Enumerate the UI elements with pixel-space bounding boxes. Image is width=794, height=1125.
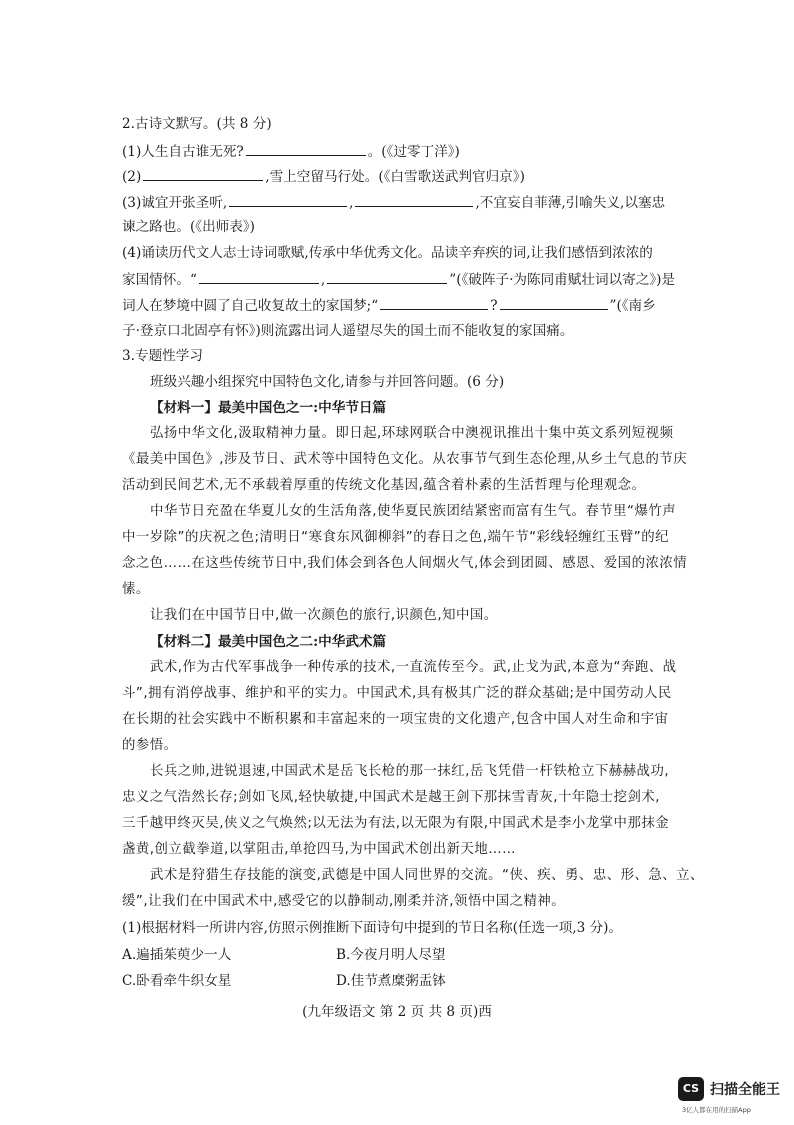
material-1-text: 《最美中国色》,涉及节日、武术等中国特色文化。从农事节气到生态伦理,从乡土气息的节庆	[122, 452, 688, 467]
q2-item-3: (3)诚宜开张圣听, , ,不宜妄自菲薄,引喻失义,以塞忠	[122, 195, 666, 211]
watermark-app-name: 扫描全能王	[710, 1082, 780, 1098]
scanner-watermark	[678, 1075, 788, 1115]
material-1-text: 中华节日充盈在华夏儿女的生活角落,使华夏民族团结紧密而富有生气。春节里“爆竹声	[150, 504, 677, 519]
q2-item-4-line2: 家国情怀。“ , ”(《破阵子·为陈同甫赋壮词以寄之》)是	[122, 272, 676, 288]
material-2-text: 武术,作为古代军事战争一种传承的技术,一直流传至今。武,止戈为武,本意为“奔跑、战	[150, 660, 677, 675]
option-d: D.佳节煮糜粥盂钵	[336, 973, 446, 989]
material-1-title: 【材料一】最美中国色之一:中华节日篇	[150, 400, 387, 416]
material-2-text: 忠义之气浩然长存;剑如飞凤,轻快敏捷,中国武术是越王剑下那抹雪青灰,十年隐士挖剑术,	[122, 790, 660, 805]
material-1-text: 活动到民间艺术,无不承载着厚重的传统文化基因,蕴含着朴素的生活哲理与伦理观念。	[122, 478, 646, 493]
q2-item-4-line3: 词人在梦境中圆了自己收复故土的家国梦;“ ? ”(《南乡	[122, 298, 656, 314]
material-1-text: 弘扬中华文化,汲取精神力量。即日起,环球网联合中澳视讯推出十集中英文系列短视频	[150, 426, 674, 441]
q2-item-4-line4: 子·登京口北固亭有怀》)则流露出词人遥望尽失的国土而不能收复的家国痛。	[122, 323, 574, 339]
material-1-text: 中一岁除”的庆祝之色;清明日“寒食东风御柳斜”的春日之色,端午节“彩线轻缠红玉臂”的纪	[122, 530, 670, 545]
option-a: A.遍插茱萸少一人	[122, 947, 232, 963]
q2-item-1: (1)人生自古谁无死? 。(《过零丁洋》)	[122, 144, 460, 160]
material-2-text: 缓”,让我们在中国武术中,感受它的以静制动,刚柔并济,领悟中国之精神。	[122, 894, 566, 909]
material-1-text: 让我们在中国节日中,做一次颜色的旅行,识颜色,知中国。	[150, 608, 498, 623]
material-2-text: 在长期的社会实践中不断积累和丰富起来的一项宝贵的文化遗产,包含中国人对生命和宇宙	[122, 712, 669, 727]
q2-item-2: (2) ,雪上空留马行处。(《白雪歌送武判官归京》)	[122, 169, 525, 185]
q3-title: 3.专题性学习	[122, 348, 203, 364]
q2-item-3-cont: 谏之路也。(《出师表》)	[122, 219, 255, 235]
answer-blank[interactable]	[327, 270, 447, 284]
answer-blank[interactable]	[500, 296, 608, 310]
option-c: C.卧看牵牛织女星	[122, 973, 232, 989]
camscanner-logo-icon: CS	[678, 1077, 704, 1101]
answer-blank[interactable]	[380, 296, 488, 310]
material-1-text: 念之色……在这些传统节日中,我们体会到各色人间烟火气,体会到团圆、感恩、爱国的浓浓情	[122, 556, 688, 571]
q2-item-4: (4)诵读历代文人志士诗词歌赋,传承中华优秀文化。品读辛弃疾的词,让我们感悟到浓浓的	[122, 245, 653, 261]
q3-intro: 班级兴趣小组探究中国特色文化,请参与并回答问题。(6 分)	[150, 374, 505, 390]
answer-blank[interactable]	[355, 193, 473, 207]
q2-title: 2.古诗文默写。(共 8 分)	[122, 116, 272, 132]
option-b: B.今夜月明人尽望	[336, 947, 446, 963]
answer-blank[interactable]	[199, 270, 319, 284]
material-2-text: 长兵之帅,进锐退速,中国武术是岳飞长枪的那一抹红,岳飞凭借一杆铁枪立下赫赫战功,	[150, 764, 670, 779]
material-2-text: 武术是狩猎生存技能的演变,武德是中国人同世界的交流。“侠、疾、勇、忠、形、急、立、	[150, 868, 704, 883]
answer-blank[interactable]	[143, 167, 263, 181]
material-2-text: 三千越甲终灭吴,侠义之气焕然;以无法为有法,以无限为有限,中国武术是李小龙掌中那抹金	[122, 816, 670, 831]
material-2-title: 【材料二】最美中国色之二:中华武术篇	[150, 634, 387, 650]
q3-sub-question-1: (1)根据材料一所讲内容,仿照示例推断下面诗句中提到的节日名称(任选一项,3 分)。	[122, 920, 623, 936]
answer-blank[interactable]	[246, 142, 366, 156]
page-footer: (九年级语文 第 2 页 共 8 页)西	[302, 1004, 492, 1020]
watermark-tagline: 3亿人都在用的扫描App	[682, 1106, 751, 1114]
material-2-text: 斗”,拥有消停战事、维护和平的实力。中国武术,具有极其广泛的群众基础;是中国劳动人民	[122, 686, 672, 701]
material-1-text: 愫。	[122, 582, 150, 597]
material-2-text: 盏黄,创立截拳道,以掌阻击,单抢四马,为中国武术创出新天地……	[122, 842, 517, 857]
material-2-text: 的参悟。	[122, 738, 178, 753]
answer-blank[interactable]	[229, 193, 347, 207]
